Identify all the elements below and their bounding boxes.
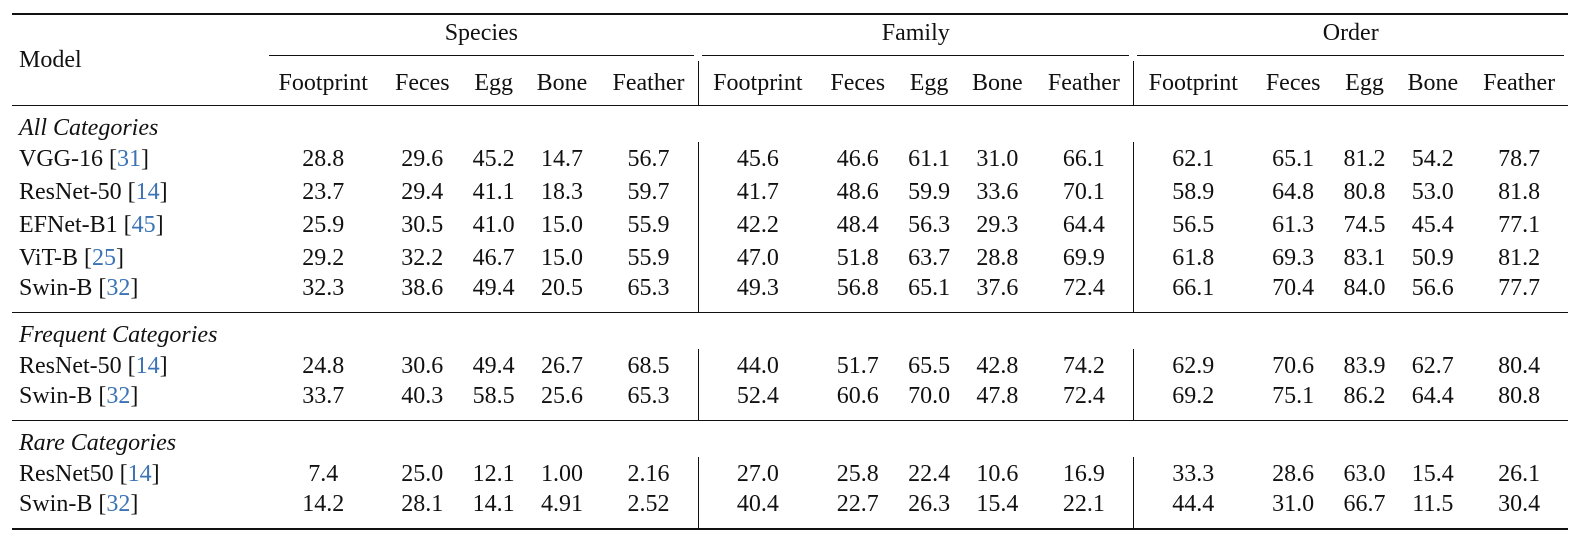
citation-link[interactable]: 14 — [135, 352, 160, 379]
value-cell: 78.7 — [1498, 145, 1541, 172]
value-cell: 51.7 — [836, 352, 879, 379]
table-row — [12, 457, 1568, 490]
model-name-cell: Swin-B [32] — [19, 275, 139, 301]
table-row — [12, 349, 1568, 382]
value-cell: 46.6 — [836, 145, 879, 172]
group-header-order: Order — [1133, 14, 1568, 61]
value-cell: 81.8 — [1498, 178, 1541, 205]
value-cell: 51.8 — [836, 244, 879, 271]
value-cell: 72.4 — [1062, 383, 1105, 409]
value-cell: 30.6 — [401, 352, 444, 379]
model-name: EFNet-B1 — [19, 211, 118, 238]
value-cell: 1.00 — [540, 460, 583, 487]
model-name: VGG-16 — [19, 145, 103, 172]
value-cell: 56.5 — [1133, 208, 1252, 241]
value-cell: 70.6 — [1272, 352, 1315, 379]
model-column-header: Model — [19, 47, 82, 73]
value-cell: 44.4 — [1133, 490, 1252, 529]
value-cell: 60.6 — [836, 383, 879, 409]
model-name: Swin-B — [19, 491, 93, 517]
value-cell: 25.8 — [836, 460, 879, 487]
value-cell: 33.6 — [976, 178, 1019, 205]
value-cell: 65.1 — [1272, 145, 1315, 172]
value-cell: 86.2 — [1343, 383, 1386, 409]
value-cell: 80.8 — [1343, 178, 1386, 205]
model-name-cell: ResNet50 [14] — [19, 460, 160, 487]
value-cell: 12.1 — [472, 460, 515, 487]
table-row — [12, 208, 1568, 241]
value-cell: 20.5 — [540, 275, 583, 301]
value-cell: 32.3 — [302, 275, 345, 301]
value-cell: 15.0 — [540, 244, 583, 271]
citation-link[interactable]: 32 — [106, 275, 131, 301]
subheader-order-bone: Bone — [1407, 70, 1459, 96]
value-cell: 24.8 — [302, 352, 345, 379]
value-cell: 66.1 — [1133, 274, 1252, 313]
value-cell: 14.7 — [540, 145, 583, 172]
model-name-cell: Swin-B [32] — [19, 383, 139, 409]
value-cell: 56.6 — [1411, 275, 1454, 301]
results-table — [12, 13, 1568, 530]
section-header-row — [12, 313, 1568, 350]
value-cell: 40.4 — [698, 490, 817, 529]
section-label: All Categories — [19, 115, 159, 141]
citation-link[interactable]: 14 — [127, 460, 152, 487]
value-cell: 28.8 — [976, 244, 1019, 271]
value-cell: 30.5 — [401, 211, 444, 238]
value-cell: 15.0 — [540, 211, 583, 238]
value-cell: 58.5 — [472, 383, 515, 409]
value-cell: 28.8 — [302, 145, 345, 172]
value-cell: 53.0 — [1411, 178, 1454, 205]
table-row — [12, 241, 1568, 274]
value-cell: 72.4 — [1062, 275, 1105, 301]
value-cell: 44.0 — [698, 349, 817, 382]
value-cell: 65.5 — [908, 352, 951, 379]
value-cell: 41.0 — [472, 211, 515, 238]
value-cell: 26.1 — [1498, 460, 1541, 487]
value-cell: 47.0 — [698, 241, 817, 274]
subheader-family-footprint: Footprint — [698, 61, 817, 106]
subheader-family-feather: Feather — [1047, 70, 1120, 96]
value-cell: 61.1 — [908, 145, 951, 172]
model-name-cell: ResNet-50 [14] — [19, 352, 168, 379]
value-cell: 63.0 — [1343, 460, 1386, 487]
value-cell: 62.9 — [1133, 349, 1252, 382]
section-label: Frequent Categories — [19, 322, 218, 348]
value-cell: 31.0 — [976, 145, 1019, 172]
value-cell: 68.5 — [627, 352, 670, 379]
subheader-species-feather: Feather — [612, 70, 685, 96]
value-cell: 83.9 — [1343, 352, 1386, 379]
value-cell: 55.9 — [627, 211, 670, 238]
value-cell: 11.5 — [1412, 491, 1454, 517]
value-cell: 49.3 — [698, 274, 817, 313]
value-cell: 25.6 — [540, 383, 583, 409]
value-cell: 37.6 — [976, 275, 1019, 301]
value-cell: 45.6 — [698, 142, 817, 175]
value-cell: 49.4 — [472, 275, 515, 301]
value-cell: 22.7 — [836, 491, 879, 517]
value-cell: 64.4 — [1062, 211, 1105, 238]
value-cell: 61.8 — [1133, 241, 1252, 274]
value-cell: 80.8 — [1498, 383, 1541, 409]
model-name-cell: Swin-B [32] — [19, 491, 139, 517]
model-name-cell: VGG-16 [31] — [19, 145, 149, 172]
value-cell: 26.3 — [908, 491, 951, 517]
value-cell: 14.1 — [472, 491, 515, 517]
value-cell: 69.3 — [1272, 244, 1315, 271]
value-cell: 62.7 — [1411, 352, 1454, 379]
value-cell: 23.7 — [302, 178, 345, 205]
value-cell: 26.7 — [540, 352, 583, 379]
model-name: ResNet-50 — [19, 352, 122, 379]
value-cell: 29.3 — [976, 211, 1019, 238]
value-cell: 38.6 — [401, 275, 444, 301]
value-cell: 7.4 — [308, 460, 339, 487]
table-row — [12, 274, 1568, 313]
value-cell: 33.3 — [1133, 457, 1252, 490]
model-name: ResNet-50 — [19, 178, 122, 205]
table-row — [12, 142, 1568, 175]
value-cell: 48.6 — [836, 178, 879, 205]
value-cell: 74.2 — [1062, 352, 1105, 379]
value-cell: 70.1 — [1062, 178, 1105, 205]
value-cell: 25.9 — [302, 211, 345, 238]
value-cell: 41.7 — [698, 175, 817, 208]
value-cell: 54.2 — [1411, 145, 1454, 172]
value-cell: 42.2 — [698, 208, 817, 241]
table-row — [12, 490, 1568, 529]
table-row — [12, 382, 1568, 421]
subheader-family-bone: Bone — [972, 70, 1023, 96]
value-cell: 48.4 — [836, 211, 879, 238]
value-cell: 33.7 — [302, 383, 345, 409]
value-cell: 59.7 — [627, 178, 670, 205]
subheader-order-footprint: Footprint — [1133, 61, 1252, 106]
value-cell: 47.8 — [976, 383, 1019, 409]
value-cell: 42.8 — [976, 352, 1019, 379]
value-cell: 15.4 — [1411, 460, 1454, 487]
value-cell: 65.1 — [908, 275, 951, 301]
section-header-row — [12, 106, 1568, 143]
value-cell: 70.4 — [1272, 275, 1315, 301]
subheader-family-feces: Feces — [830, 70, 886, 96]
citation-link[interactable]: 32 — [106, 491, 131, 517]
value-cell: 63.7 — [908, 244, 951, 271]
subheader-species-feces: Feces — [394, 70, 450, 96]
value-cell: 49.4 — [472, 352, 515, 379]
value-cell: 32.2 — [401, 244, 444, 271]
group-header-family: Family — [698, 14, 1133, 61]
value-cell: 22.1 — [1062, 491, 1105, 517]
subheader-order-feces: Feces — [1265, 70, 1321, 96]
value-cell: 56.7 — [627, 145, 670, 172]
citation-link[interactable]: 31 — [117, 145, 141, 172]
citation-link[interactable]: 45 — [131, 211, 156, 238]
value-cell: 2.16 — [627, 460, 670, 487]
subheader-species-egg: Egg — [474, 70, 513, 96]
value-cell: 69.2 — [1133, 382, 1252, 421]
value-cell: 46.7 — [472, 244, 515, 271]
value-cell: 77.1 — [1498, 211, 1541, 238]
value-cell: 62.1 — [1133, 142, 1252, 175]
value-cell: 70.0 — [908, 383, 951, 409]
citation-link[interactable]: 32 — [106, 383, 131, 409]
model-name: Swin-B — [19, 383, 93, 409]
value-cell: 45.2 — [472, 145, 515, 172]
value-cell: 81.2 — [1498, 244, 1541, 271]
model-name: ViT-B — [19, 244, 79, 271]
value-cell: 29.6 — [401, 145, 444, 172]
value-cell: 29.4 — [401, 178, 444, 205]
value-cell: 64.4 — [1411, 383, 1454, 409]
value-cell: 66.7 — [1343, 491, 1386, 517]
value-cell: 58.9 — [1133, 175, 1252, 208]
value-cell: 64.8 — [1272, 178, 1315, 205]
subheader-order-feather: Feather — [1483, 70, 1556, 96]
value-cell: 31.0 — [1272, 491, 1315, 517]
subheader-species-bone: Bone — [536, 70, 588, 96]
value-cell: 15.4 — [976, 491, 1019, 517]
value-cell: 83.1 — [1343, 244, 1386, 271]
value-cell: 65.3 — [627, 275, 670, 301]
subheader-species-footprint: Footprint — [278, 70, 368, 96]
value-cell: 77.7 — [1498, 275, 1541, 301]
section-label: Rare Categories — [19, 430, 177, 456]
value-cell: 50.9 — [1411, 244, 1454, 271]
value-cell: 80.4 — [1498, 352, 1541, 379]
group-header-species: Species — [265, 14, 698, 61]
value-cell: 25.0 — [401, 460, 444, 487]
citation-link[interactable]: 14 — [135, 178, 160, 205]
value-cell: 61.3 — [1272, 211, 1315, 238]
value-cell: 27.0 — [698, 457, 817, 490]
value-cell: 16.9 — [1062, 460, 1105, 487]
value-cell: 65.3 — [627, 383, 670, 409]
value-cell: 84.0 — [1343, 275, 1386, 301]
value-cell: 55.9 — [627, 244, 670, 271]
value-cell: 75.1 — [1272, 383, 1315, 409]
subheader-order-egg: Egg — [1345, 70, 1384, 96]
subheader-family-egg: Egg — [909, 70, 949, 96]
value-cell: 45.4 — [1411, 211, 1454, 238]
value-cell: 52.4 — [698, 382, 817, 421]
value-cell: 41.1 — [472, 178, 515, 205]
value-cell: 56.8 — [836, 275, 879, 301]
value-cell: 18.3 — [540, 178, 583, 205]
value-cell: 59.9 — [908, 178, 951, 205]
value-cell: 40.3 — [401, 383, 444, 409]
value-cell: 66.1 — [1062, 145, 1105, 172]
value-cell: 29.2 — [302, 244, 345, 271]
table-row — [12, 175, 1568, 208]
citation-link[interactable]: 25 — [92, 244, 117, 271]
value-cell: 22.4 — [908, 460, 951, 487]
value-cell: 56.3 — [908, 211, 951, 238]
value-cell: 4.91 — [540, 491, 583, 517]
value-cell: 74.5 — [1343, 211, 1386, 238]
value-cell: 30.4 — [1498, 491, 1541, 517]
value-cell: 2.52 — [627, 491, 670, 517]
model-name-cell: EFNet-B1 [45] — [19, 211, 164, 238]
value-cell: 81.2 — [1343, 145, 1386, 172]
value-cell: 28.1 — [401, 491, 444, 517]
model-name: ResNet50 — [19, 460, 114, 487]
value-cell: 14.2 — [302, 491, 345, 517]
model-name: Swin-B — [19, 275, 93, 301]
value-cell: 10.6 — [976, 460, 1019, 487]
model-name-cell: ViT-B [25] — [19, 244, 125, 271]
section-header-row — [12, 421, 1568, 458]
value-cell: 69.9 — [1062, 244, 1105, 271]
model-name-cell: ResNet-50 [14] — [19, 178, 168, 205]
value-cell: 28.6 — [1272, 460, 1315, 487]
